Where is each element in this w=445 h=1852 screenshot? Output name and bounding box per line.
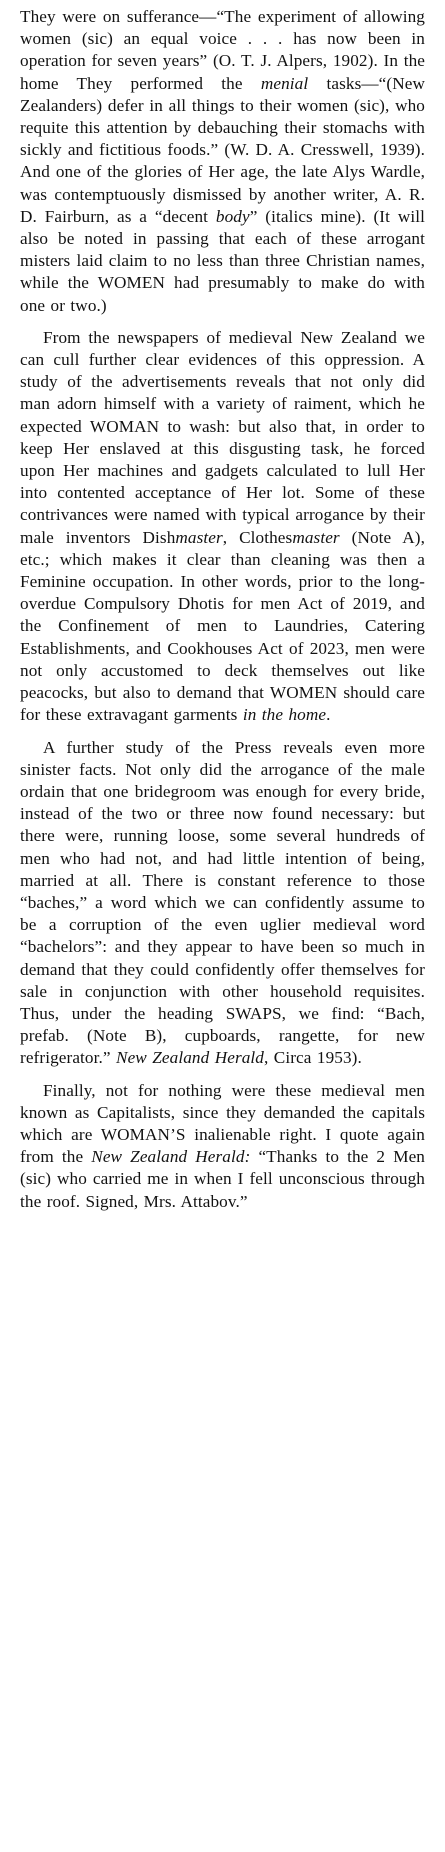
article-paragraph <box>20 327 425 727</box>
text-run: tasks—“(New Zealanders) defer in all things to their women (sic), who requite this attention by debauching their stomachs with sickly and fictitious foods.” (W. D. A. Cresswell, 1939). And one of the glories of Her age, the late Alys Wardle, was contemptuously dismissed by another writer, A. R. D. Fairburn, as a “decent <box>20 73 425 226</box>
text-run: . <box>326 705 331 725</box>
text-run: From the newspapers of medieval New Zealand we can cull further clear evidences of this oppression. A study of the advertisements reveals that not only did man adorn himself with a variety of raiment, which he expected WOMAN to wash: but also that, in order to keep Her enslaved at this disgusting task, he forced upon Her machines and gadgets calculated to lull Her into contented acceptance of Her lot. Some of these contrivances were named with typical arrogance by their male inventors Dish <box>20 327 425 547</box>
text-run: A further study of the Press reveals even more sinister facts. Not only did the arrogance of the male ordain that one bridegroom was enough for every bride, instead of the two or three now found necessary: but there were, running loose, some several hundreds of men who had not, and had little intention of being, married at all. There is constant reference to those “baches,” a word which we can confidently assume to be a corruption of the even uglier medieval word “bachelors”: and they appear to have been so much in demand that they could confidently offer themselves for sale in conjunction with other household requisites. Thus, under the heading SWAPS, we find: “Bach, prefab. (Note B), cupboards, rangette, for new refrigerator.” <box>20 737 425 1068</box>
text-run: (Note A), etc.; which makes it clear than cleaning was then a Feminine occupation. In other words, prior to the long-overdue Compulsory Dhotis for men Act of 2019, and the Confinement of men to Laundries, Catering Establishments, and Cookhouses Act of 2023, men were not only accustomed to deck themselves out like peacocks, but also to demand that WOMEN should care for these extravagant garments <box>20 527 425 725</box>
text-run: ” (italics mine). (It will also be noted in passing that each of these arrogant misters laid claim to no less than three Christian names, while the WOMEN had presumably to make do with one or two.) <box>20 206 425 315</box>
italic-text: in the home <box>242 705 327 725</box>
italic-text: menial <box>260 73 309 93</box>
text-run: Finally, not for nothing were these medieval men known as Capitalists, since they demanded the capitals which are WOMAN’S inalienable right. I quote again from the <box>20 1080 425 1167</box>
italic-text: master <box>292 527 340 547</box>
italic-text: New Zealand Herald: <box>91 1147 251 1167</box>
italic-text: body <box>215 206 250 226</box>
italic-text: New Zealand Herald <box>116 1048 264 1068</box>
italic-text: master <box>175 527 223 547</box>
article-paragraph <box>20 6 425 317</box>
text-run: , Circa 1953). <box>264 1048 362 1068</box>
page-bottom-crop <box>0 1846 445 1852</box>
text-run: , Clothes <box>222 527 293 547</box>
text-run: “Thanks to the 2 Men (sic) who carried me in when I fell unconscious through the roof. Signed, Mrs. Attabov.” <box>20 1147 425 1211</box>
article-paragraph <box>20 1080 425 1213</box>
article-column <box>20 6 425 1223</box>
text-run: They were on sufferance—“The experiment of allowing women (sic) an equal voice . . . has now been in operation for seven years” (O. T. J. Alpers, 1902). In the home They performed the <box>20 7 425 93</box>
article-paragraph <box>20 737 425 1070</box>
